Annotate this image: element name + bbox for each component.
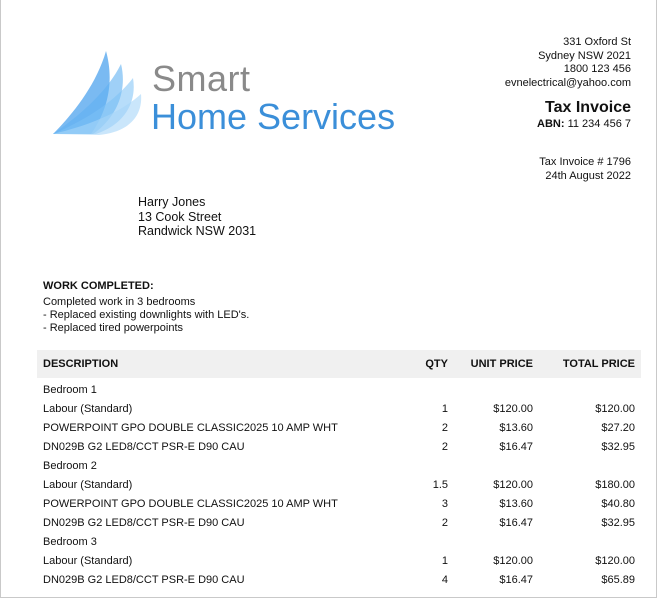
- cell-description: POWERPOINT GPO DOUBLE CLASSIC2025 10 AMP WHT: [43, 422, 338, 434]
- cell-description: Bedroom 3: [43, 536, 97, 548]
- cell-qty: 3: [441, 498, 448, 510]
- cell-total-price: $65.89: [601, 574, 635, 586]
- work-completed-section: [43, 280, 249, 335]
- cell-total-price: $120.00: [595, 403, 635, 415]
- cell-qty: 2: [441, 517, 448, 529]
- abn-label: ABN:: [537, 118, 565, 130]
- table-header: [37, 350, 641, 378]
- cell-qty: 2: [441, 441, 448, 453]
- cell-description: Labour (Standard): [43, 479, 133, 491]
- company-address: [505, 36, 631, 90]
- abn-line: [537, 118, 631, 130]
- cell-qty: 4: [441, 574, 448, 586]
- cell-total-price: $32.95: [601, 441, 635, 453]
- cell-qty: 1.5: [432, 479, 448, 491]
- invoice-title: Tax Invoice: [545, 99, 631, 116]
- table-row: [37, 400, 641, 419]
- work-line: Completed work in 3 bedrooms: [43, 296, 196, 308]
- table-row: [37, 495, 641, 514]
- customer-name: Harry Jones: [138, 195, 206, 209]
- cell-description: Labour (Standard): [43, 403, 133, 415]
- cell-description: DN029B G2 LED8/CCT PSR-E D90 CAU: [43, 574, 245, 586]
- cell-description: DN029B G2 LED8/CCT PSR-E D90 CAU: [43, 441, 245, 453]
- header-unit-price: UNIT PRICE: [470, 358, 533, 370]
- invoice-meta: [539, 156, 631, 183]
- cell-total-price: $27.20: [601, 422, 635, 434]
- work-heading: WORK COMPLETED:: [43, 280, 154, 292]
- cell-unit-price: $16.47: [499, 574, 533, 586]
- cell-unit-price: $13.60: [499, 498, 533, 510]
- table-row: [37, 476, 641, 495]
- cell-description: Bedroom 2: [43, 460, 97, 472]
- logo-text-smart: Smart: [152, 58, 251, 99]
- cell-total-price: $180.00: [595, 479, 635, 491]
- table-row: [37, 381, 641, 400]
- table-row: [37, 457, 641, 476]
- cell-total-price: $32.95: [601, 517, 635, 529]
- phone-line: 1800 123 456: [563, 63, 631, 75]
- email-line: evnelectrical@yahoo.com: [504, 76, 631, 89]
- table-row: [37, 552, 641, 571]
- work-line: - Replaced tired powerpoints: [43, 322, 184, 334]
- cell-description: Bedroom 1: [43, 384, 97, 396]
- work-line: - Replaced existing downlights with LED's.: [43, 309, 250, 321]
- cell-description: POWERPOINT GPO DOUBLE CLASSIC2025 10 AMP WHT: [43, 498, 338, 510]
- invoice-date: 24th August 2022: [545, 169, 631, 182]
- company-logo: [51, 46, 411, 141]
- invoice-number: Tax Invoice # 1796: [539, 156, 631, 168]
- cell-total-price: $40.80: [601, 498, 635, 510]
- address-line: Sydney NSW 2021: [538, 49, 631, 62]
- table-row: [37, 438, 641, 457]
- header-total-price: TOTAL PRICE: [562, 358, 635, 370]
- table-row: [37, 419, 641, 438]
- cell-unit-price: $120.00: [493, 555, 533, 567]
- customer-suburb: Randwick NSW 2031: [138, 224, 257, 238]
- address-line: 331 Oxford St: [563, 36, 631, 48]
- header-qty: QTY: [425, 358, 448, 370]
- wing-logo-icon: [51, 46, 151, 141]
- cell-unit-price: $16.47: [499, 517, 533, 529]
- table-row: [37, 533, 641, 552]
- cell-qty: 1: [441, 555, 448, 567]
- logo-text-home-services: Home Services: [151, 96, 396, 137]
- abn-value: 11 234 456 7: [567, 118, 631, 130]
- customer-street: 13 Cook Street: [138, 209, 222, 224]
- cell-qty: 1: [441, 403, 448, 415]
- cell-unit-price: $13.60: [499, 422, 533, 434]
- header-description: DESCRIPTION: [43, 358, 119, 370]
- cell-total-price: $120.00: [595, 555, 635, 567]
- customer-address: [138, 195, 256, 239]
- cell-unit-price: $120.00: [493, 403, 533, 415]
- cell-qty: 2: [441, 422, 448, 434]
- cell-unit-price: $120.00: [493, 479, 533, 491]
- table-row: [37, 571, 641, 590]
- cell-description: Labour (Standard): [43, 555, 133, 567]
- table-row: [37, 514, 641, 533]
- cell-description: DN029B G2 LED8/CCT PSR-E D90 CAU: [43, 517, 245, 529]
- cell-unit-price: $16.47: [499, 441, 533, 453]
